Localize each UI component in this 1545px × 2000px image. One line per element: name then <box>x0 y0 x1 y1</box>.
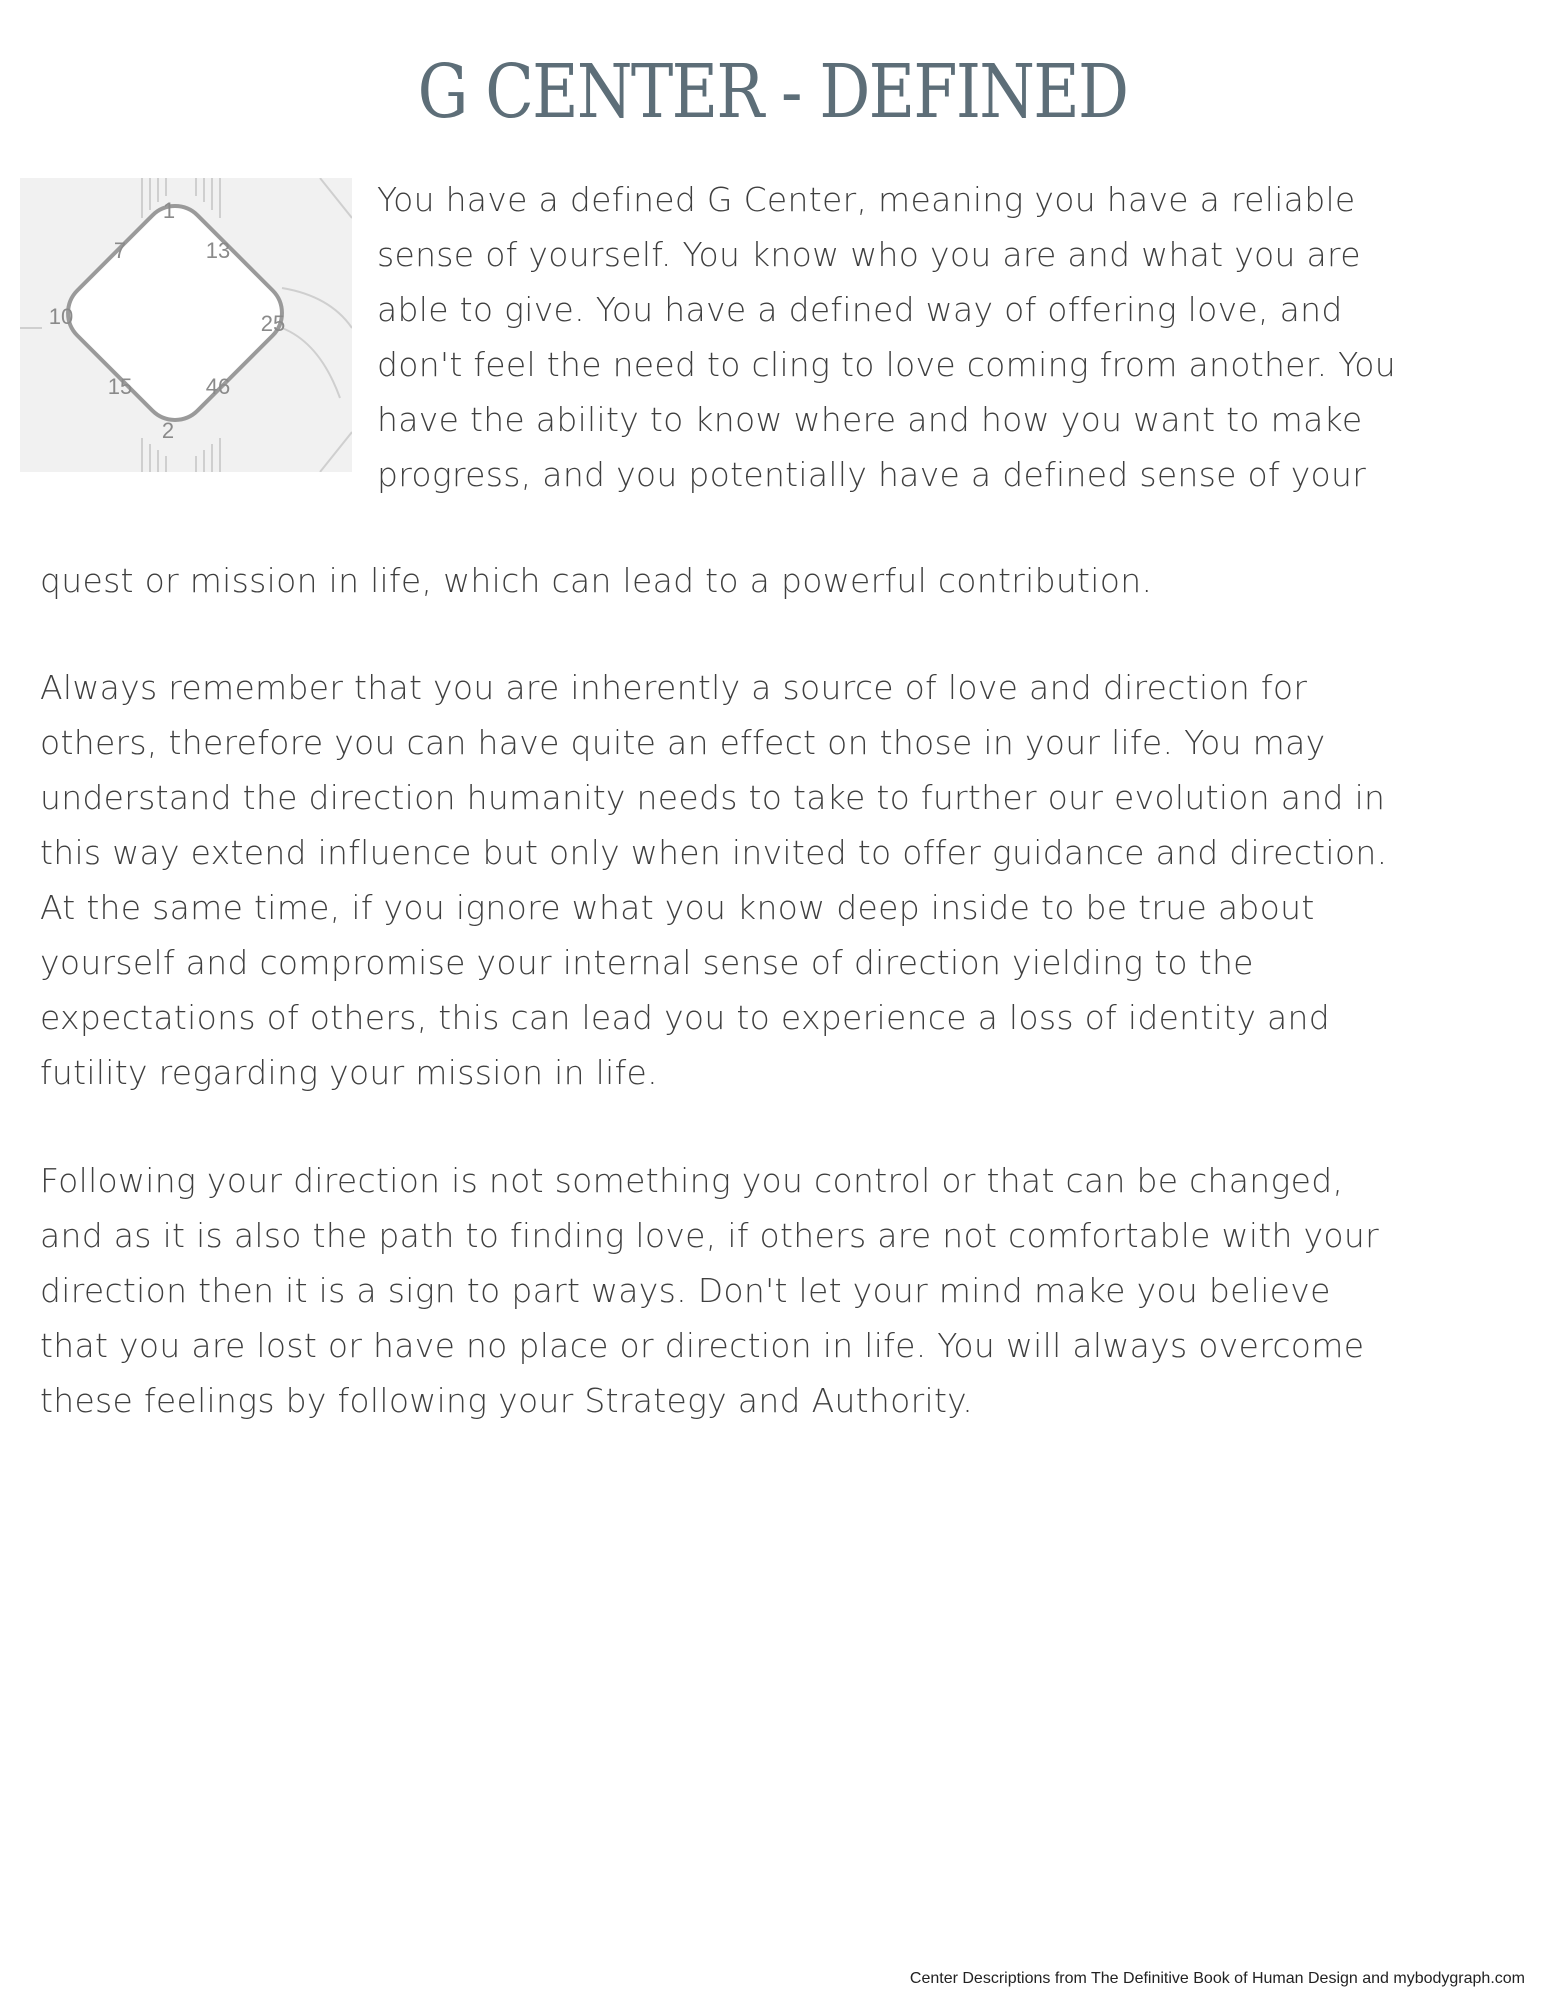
paragraph-line: direction then it is a sign to part ways. Don't let your mind make you believe <box>40 1271 1331 1310</box>
paragraph-line: At the same time, if you ignore what you know deep inside to be true about <box>40 888 1315 927</box>
footer-credit: Center Descriptions from The Definitive Book of Human Design and mybodygraph.com <box>909 1970 1525 1987</box>
paragraph-line: these feelings by following your Strategy and Authority. <box>40 1381 974 1420</box>
paragraph-line: Always remember that you are inherently a source of love and direction for <box>40 668 1308 707</box>
paragraph-line: understand the direction humanity needs to take to further our evolution and in <box>40 778 1386 817</box>
intro-line: don't feel the need to cling to love coming from another. You <box>377 345 1396 384</box>
gate-7: 7 <box>113 238 127 263</box>
g-center-diamond-icon <box>20 178 352 472</box>
paragraph-line: yourself and compromise your internal sense of direction yielding to the <box>40 943 1254 982</box>
page-title: G CENTER - DEFINED <box>417 49 1128 135</box>
intro-line: progress, and you potentially have a defined sense of your <box>377 455 1367 494</box>
paragraph-following-direction <box>40 1153 1379 1428</box>
gate-15: 15 <box>107 374 133 399</box>
paragraph-line: futility regarding your mission in life. <box>40 1053 658 1092</box>
intro-line: sense of yourself. You know who you are and what you are <box>377 235 1361 274</box>
intro-line: quest or mission in life, which can lead to a powerful contribution. <box>40 561 1153 600</box>
paragraph-line: expectations of others, this can lead you to experience a loss of identity and <box>40 998 1330 1037</box>
paragraph-line: and as it is also the path to finding love, if others are not comfortable with your <box>40 1216 1379 1255</box>
intro-continuation <box>40 553 1152 608</box>
paragraph-line: Following your direction is not something you control or that can be changed, <box>40 1161 1344 1200</box>
gate-10: 10 <box>48 304 74 329</box>
gate-2: 2 <box>161 418 175 443</box>
intro-line: You have a defined G Center, meaning you have a reliable <box>377 180 1356 219</box>
gate-25: 25 <box>260 311 286 336</box>
intro-paragraph <box>377 172 1527 502</box>
paragraph-line: this way extend influence but only when invited to offer guidance and direction. <box>40 833 1388 872</box>
paragraph-line: that you are lost or have no place or direction in life. You will always overcome <box>40 1326 1365 1365</box>
paragraph-line: others, therefore you can have quite an effect on those in your life. You may <box>40 723 1326 762</box>
gate-1: 1 <box>162 198 176 223</box>
intro-line: able to give. You have a defined way of offering love, and <box>377 290 1343 329</box>
paragraph-direction <box>40 660 1387 1100</box>
gate-13: 13 <box>205 238 231 263</box>
gate-46: 46 <box>205 374 231 399</box>
intro-line: have the ability to know where and how you want to make <box>377 400 1363 439</box>
